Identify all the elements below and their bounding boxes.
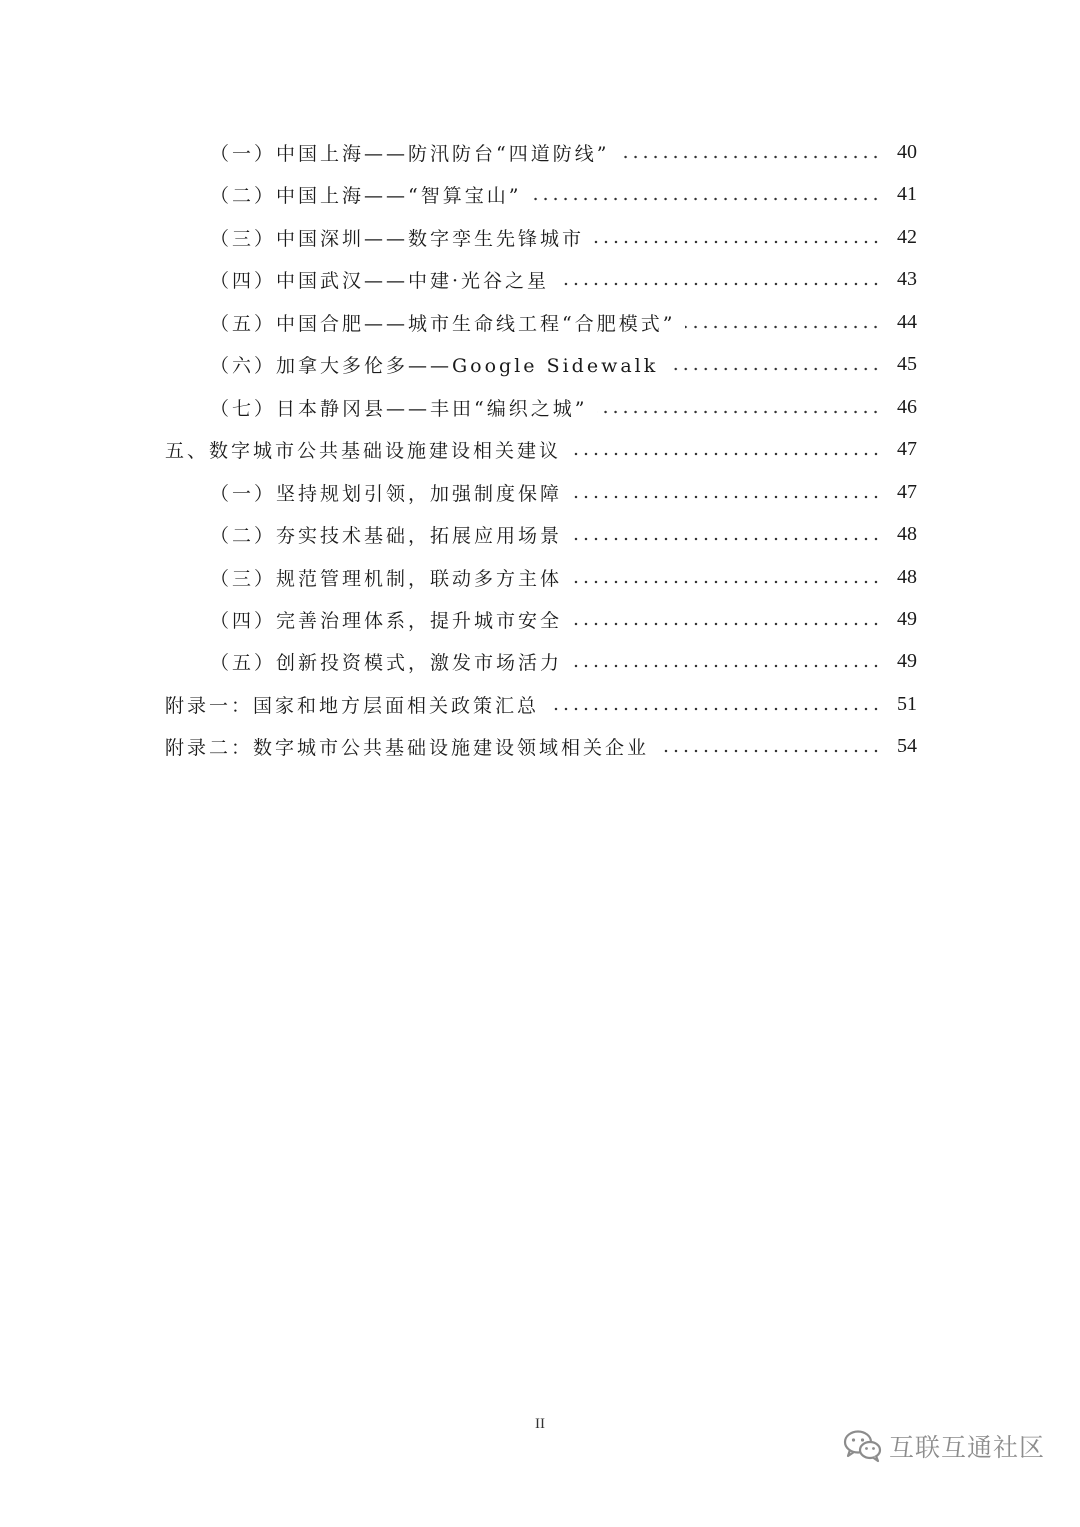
toc-entry[interactable]	[210, 132, 917, 172]
toc-entry-page: 47	[897, 480, 917, 503]
wechat-icon	[843, 1429, 883, 1463]
toc-entry-page: 48	[897, 522, 917, 545]
toc-leader-dots	[549, 706, 881, 712]
toc-leader-dots	[571, 451, 881, 457]
toc-entry-title: （一）坚持规划引领，加强制度保障	[210, 482, 563, 505]
toc-entry-page: 46	[897, 395, 917, 418]
toc-entry-title: （四）完善治理体系，提升城市安全	[210, 609, 563, 632]
toc-entry-page: 49	[897, 607, 917, 630]
toc-entry[interactable]	[210, 514, 917, 554]
toc-entry-page: 41	[897, 182, 917, 205]
toc-entry-page: 42	[897, 225, 917, 248]
watermark-text: 互联互通社区	[889, 1433, 1046, 1462]
toc-leader-dots	[572, 579, 881, 585]
toc-leader-dots	[619, 154, 881, 160]
toc-leader-dots	[594, 239, 881, 245]
toc-leader-dots	[685, 324, 881, 330]
toc-entry[interactable]	[210, 217, 917, 257]
watermark	[843, 1426, 1045, 1466]
toc-entry-page: 51	[897, 692, 917, 715]
toc-entry-title: （五）中国合肥——城市生命线工程“合肥模式”	[210, 312, 676, 335]
toc-leader-dots	[572, 536, 881, 542]
toc-entry-title: （二）中国上海——“智算宝山”	[210, 184, 522, 207]
toc-entry-title: （二）夯实技术基础，拓展应用场景	[210, 524, 563, 547]
toc-entry-page: 48	[897, 565, 917, 588]
toc-entry-title: （一）中国上海——防汛防台“四道防线”	[210, 142, 610, 165]
toc-entry[interactable]	[210, 641, 917, 681]
toc-entry-title: （五）创新投资模式，激发市场活力	[210, 651, 563, 674]
toc-entry-page: 45	[897, 352, 917, 375]
toc-appendix-entry[interactable]	[165, 684, 917, 724]
toc-entry[interactable]	[210, 557, 917, 597]
toc-leader-dots	[668, 366, 881, 372]
toc-section-entry[interactable]	[165, 429, 917, 469]
toc-entry-page: 49	[897, 649, 917, 672]
toc-entry-page: 44	[897, 310, 917, 333]
toc-entry-title: （三）规范管理机制，联动多方主体	[210, 567, 563, 590]
toc-entry-title: （七）日本静冈县——丰田“编织之城”	[210, 397, 588, 420]
toc-entry[interactable]	[210, 472, 917, 512]
toc-entry[interactable]	[210, 259, 917, 299]
page-number: II	[535, 1416, 545, 1432]
toc-entry-title: （四）中国武汉——中建·光谷之星	[210, 269, 550, 292]
toc-leader-dots	[659, 748, 881, 754]
toc-entry-title: （六）加拿大多伦多——Google Sidewalk	[210, 354, 659, 377]
toc-leader-dots	[572, 621, 881, 627]
toc-leader-dots	[572, 494, 881, 500]
toc-entry[interactable]	[210, 387, 917, 427]
toc-leader-dots	[572, 663, 881, 669]
toc-leader-dots	[597, 409, 881, 415]
toc-leader-dots	[531, 196, 881, 202]
toc-entry[interactable]	[210, 599, 917, 639]
toc-entry-page: 54	[897, 734, 917, 757]
toc-entry-page: 43	[897, 267, 917, 290]
toc-entry-title: 附录一：国家和地方层面相关政策汇总	[165, 694, 540, 717]
toc-entry-page: 40	[897, 140, 917, 163]
toc-entry[interactable]	[210, 344, 917, 384]
toc-entry-title: 附录二：数字城市公共基础设施建设领域相关企业	[165, 736, 650, 759]
toc-entry-page: 47	[897, 437, 917, 460]
toc-entry-title: 五、数字城市公共基础设施建设相关建议	[165, 439, 562, 462]
toc-entry-title: （三）中国深圳——数字孪生先锋城市	[210, 227, 585, 250]
toc-entry[interactable]	[210, 174, 917, 214]
toc-appendix-entry[interactable]	[165, 726, 917, 766]
toc-entry[interactable]	[210, 302, 917, 342]
toc-leader-dots	[559, 281, 881, 287]
